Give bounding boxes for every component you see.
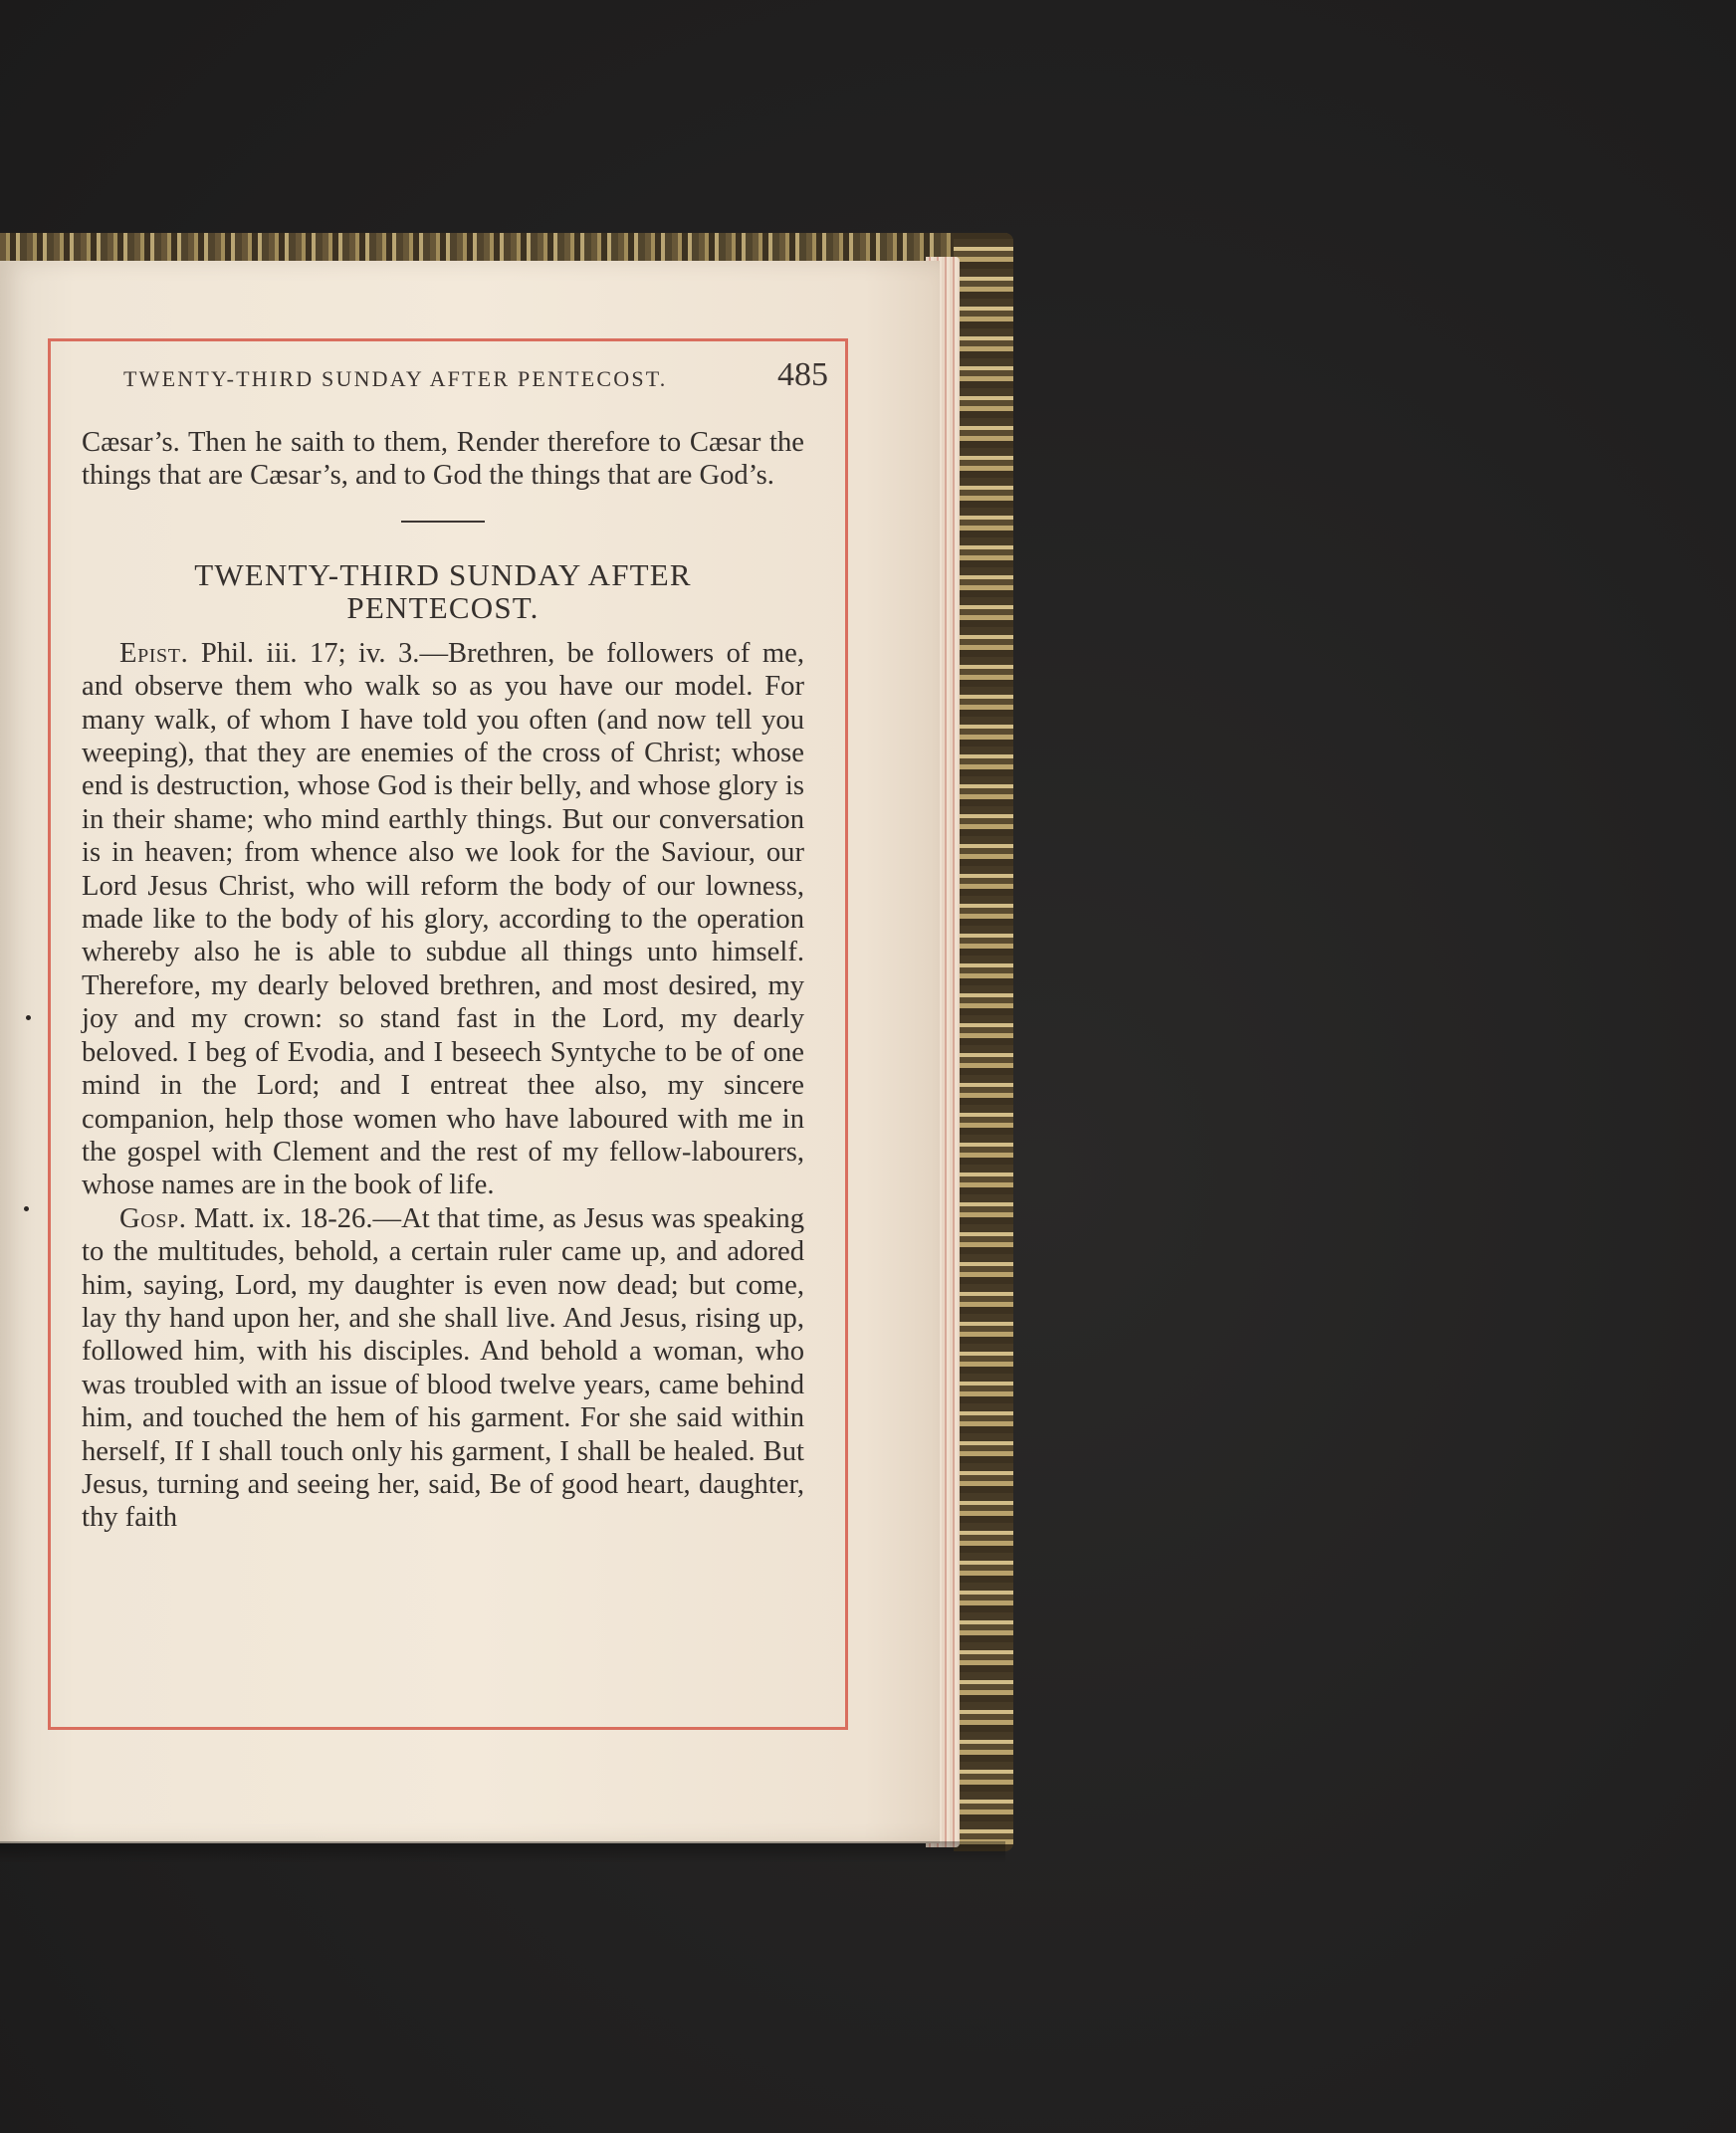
section-divider [401,521,485,523]
section-heading-line-2: PENTECOST. [346,589,540,625]
gospel-label: Gosp. [119,1202,187,1234]
section-heading [82,558,804,624]
epistle-paragraph [82,637,804,1202]
gospel-paragraph [82,1202,804,1535]
epistle-label: Epist. [119,637,189,669]
gospel-text: Matt. ix. 18-26.—At that time, as Jesus was speaking to the multitudes, behold, a certain ruler came up, and adored him, saying, Lord, my daughter is even now dead; but come, lay thy hand upon her, and she shall live. And Jesus, rising up, followed him, with his disciples. And behold a woman, who was troubled with an issue of blood twelve years, came behind him, and touched the hem of his garment. For she said within herself, If I shall touch only his garment, I shall be healed. But Jesus, turning and seeing her, said, Be of good heart, daughter, thy faith [82,1202,804,1534]
page-speck [24,1206,29,1211]
page-shadow [0,1841,1005,1863]
running-head [60,356,828,400]
page-number: 485 [777,356,828,393]
page-body [82,426,804,1535]
epistle-text: Phil. iii. 17; iv. 3.—Brethren, be followers of me, and observe them who walk so as you have our model. For many walk, of whom I have told you often (and now tell you weeping), that they are enemies of the cross of Christ; whose end is destruction, whose God is their belly, and whose glory is in their shame; who mind earthly things. But our conversation is in heaven; from whence also we look for the Saviour, our Lord Jesus Christ, who will reform the body of our lowness, made like to the body of his glory, according to the operation whereby also he is able to subdue all things unto himself. Therefore, my dearly beloved brethren, and most desired, my joy and my crown: so stand fast in the Lord, my dearly beloved. I beg of Evodia, and I beseech Syntyche to be of one mind in the Lord; and I entreat thee also, my sincere companion, help those women who have laboured with me in the gospel with Clement and the rest of my fellow-labourers, whose names are in the book of life. [82,637,804,1201]
gilt-fore-edge [954,233,1013,1851]
gilt-top-edge [0,233,1007,263]
opening-paragraph: Cæsar’s. Then he saith to them, Render therefore to Cæsar the things that are Cæsar’s, and to God the things that are God’s. [82,427,804,492]
section-heading-line-1: TWENTY-THIRD SUNDAY AFTER [194,556,692,592]
running-head-title: TWENTY-THIRD SUNDAY AFTER PENTECOST. [123,366,668,391]
page-speck [26,1015,31,1020]
